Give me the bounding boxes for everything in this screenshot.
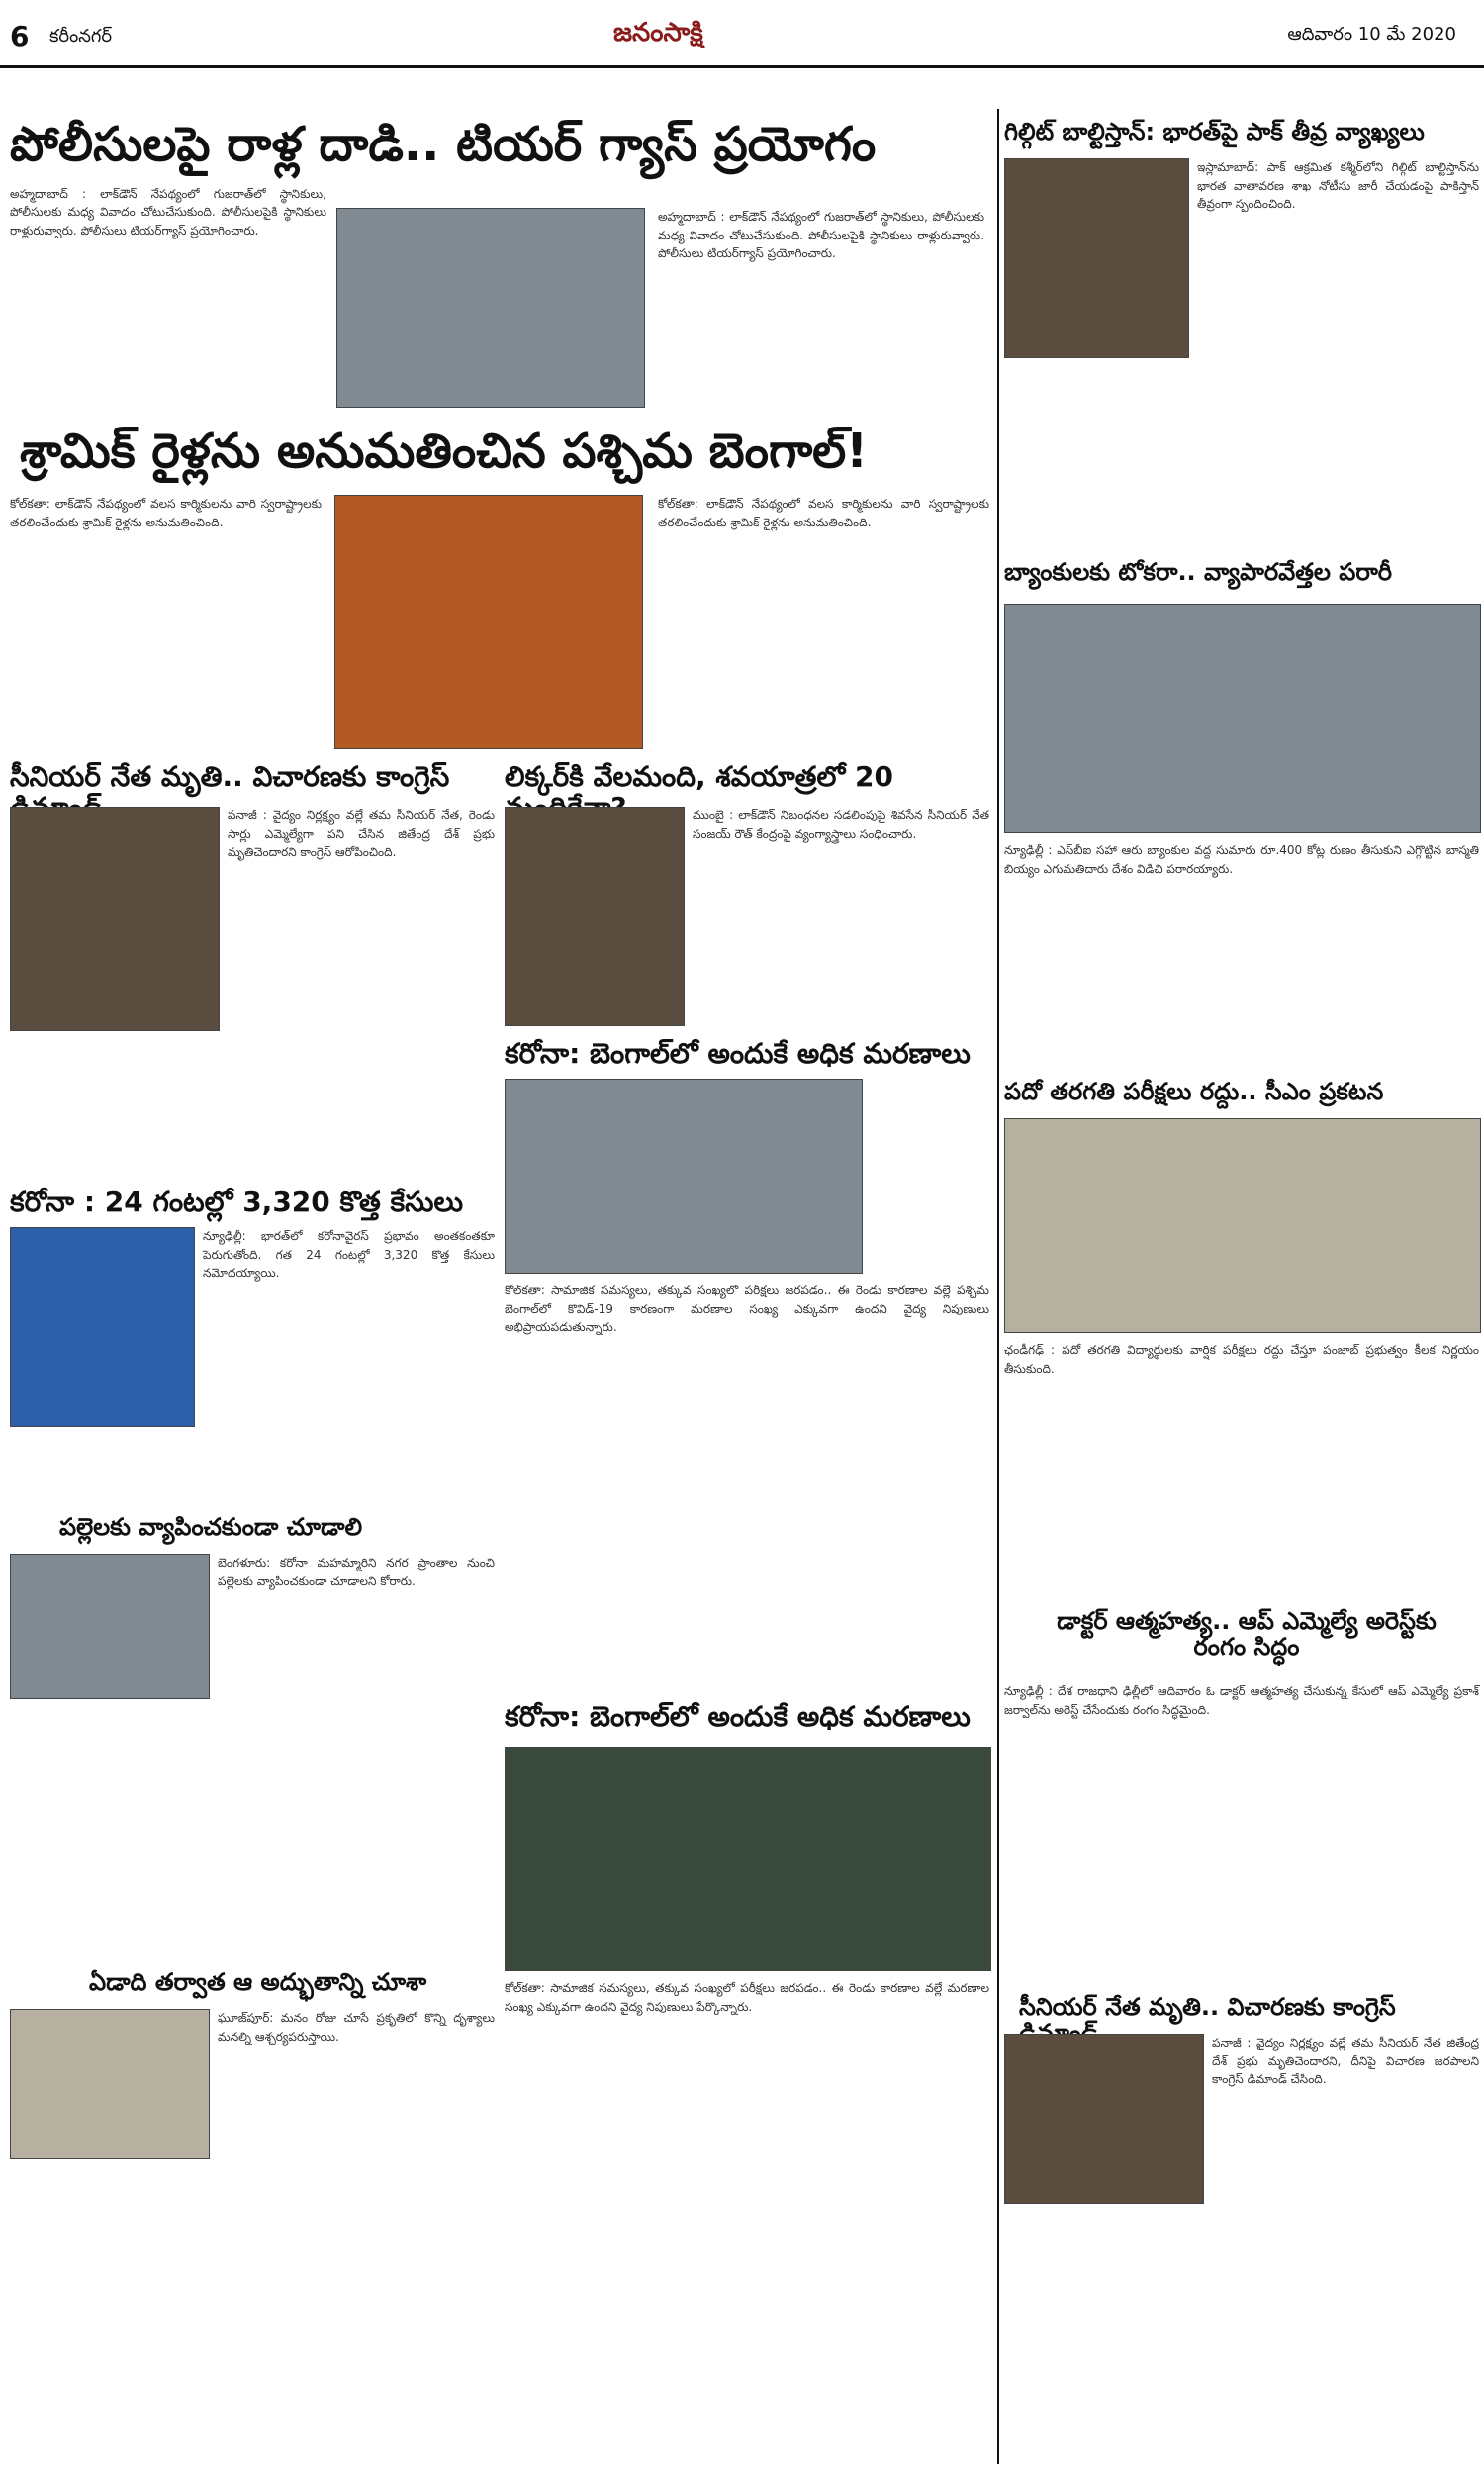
photo-liquor	[505, 807, 685, 1026]
masthead: జనంసాక్షి	[613, 18, 703, 48]
body-corona-24: న్యూఢిల్లీ: భారత్‌లో కరోనావైరస్ ప్రభావం అంతకంతకూ పెరుగుతోంది. గత 24 గంటల్లో 3,320 కొత్త కేసులు నమోదయ్యాయి.	[203, 1229, 495, 1281]
headline-exams: పదో తరగతి పరీక్షలు రద్దు.. సీఎం ప్రకటన	[1004, 1078, 1384, 1105]
section-name: కరీంనగర్	[49, 26, 112, 47]
photo-train	[334, 495, 643, 749]
photo-banks	[1004, 604, 1481, 833]
body-police: అహ్మదాబాద్ : లాక్‌డౌన్ నేపథ్యంలో గుజరాత్‌లో స్థానికులు, పోలీసులకు మధ్య వివాదం చోటుచేసుకుంది. పోలీసులపైకి స్థానికులు రాళ్లురువ్వారు. పోలీసులు టియర్‌గ్యాస్ ప్రయోగించారు.	[10, 186, 326, 238]
photo-villages	[10, 1554, 210, 1699]
body-banks: న్యూఢిల్లీ : ఎస్‌బీఐ సహా ఆరు బ్యాంకుల వద్ద సుమారు రూ.400 కోట్ల రుణం తీసుకుని ఎగ్గొట్టిన బాస్మతి బియ్యం ఎగుమతిదారు దేశం విడిచి పరారయ్యారు.	[1004, 843, 1479, 876]
body-doctor: న్యూఢిల్లీ : దేశ రాజధాని ఢిల్లీలో ఆదివారం ఓ డాక్టర్ ఆత్మహత్య చేసుకున్న కేసులో ఆప్ ఎమ్మెల్యే ప్రకాశ్ జర్వాల్‌ను అరెస్ట్ చేసేందుకు రంగం సిద్ధమైంది.	[1004, 1684, 1479, 1717]
headline-gilgit: గిల్గిట్ బాల్టిస్తాన్: భారత్‌పై పాక్ తీవ్ర వ్యాఖ్యలు	[1004, 118, 1425, 145]
headline-police: పోలీసులపై రాళ్ల దాడి.. టియర్ గ్యాస్ ప్రయోగం	[10, 117, 877, 172]
page-number: 6	[10, 20, 30, 52]
body-police-2: అహ్మదాబాద్ : లాక్‌డౌన్ నేపథ్యంలో గుజరాత్‌లో స్థానికులు, పోలీసులకు మధ్య వివాదం చోటుచేసుకుంది. పోలీసులపైకి స్థానికులు రాళ్లురువ్వారు. పోలీసులు టియర్‌గ్యాస్ ప్రయోగించారు.	[658, 210, 984, 261]
body-senior-2: పనాజీ : వైద్యం నిర్లక్ష్యం వల్లే తమ సీనియర్ నేత జితేంద్ర దేశ్ ప్రభు మృతిచెందారని, దీనిపై విచారణ జరపాలని కాంగ్రెస్ డిమాండ్ చేసింది.	[1212, 2036, 1479, 2087]
body-villages: బెంగళూరు: కరోనా మహమ్మారిని నగర ప్రాంతాల నుంచి పల్లెలకు వ్యాపించకుండా చూడాలని కోరారు.	[218, 1556, 495, 1588]
headline-doctor: డాక్టర్ ఆత్మహత్య.. ఆప్ ఎమ్మెల్యే అరెస్ట్‌కు రంగం సిద్ధం	[1057, 1607, 1437, 1662]
headline-corona-24: కరోనా : 24 గంటల్లో 3,320 కొత్త కేసులు	[10, 1186, 464, 1218]
photo-gilgit	[1004, 158, 1189, 358]
headline-liquor: లిక్కర్‌కి వేలమంది, శవయాత్రలో 20	[505, 760, 893, 793]
body-trains-2: కోల్‌కతా: లాక్‌డౌన్ నేపథ్యంలో వలస కార్మికులను వారి స్వరాష్ట్రాలకు తరలించేందుకు శ్రామిక్ రైళ్లను అనుమతించింది.	[658, 497, 989, 529]
headline-villages: పల్లెలకు వ్యాపించకుండా చూడాలి	[59, 1513, 363, 1541]
photo-senior-2	[1004, 2034, 1204, 2204]
body-senior-1: పనాజీ : వైద్యం నిర్లక్ష్యం వల్లే తమ సీనియర్ నేత, రెండు సార్లు ఎమ్మెల్యేగా పని చేసిన జితేంద్ర దేశ్ ప్రభు మృతిచెందారని కాంగ్రెస్ ఆరోపించింది.	[228, 809, 495, 860]
photo-exams	[1004, 1118, 1481, 1333]
body-bengal-1: కోల్‌కతా: సామాజిక సమస్యలు, తక్కువ సంఖ్యలో పరీక్షలు జరపడం.. ఈ రెండు కారణాల వల్లే పశ్చిమ బెంగాల్‌లో కొవిడ్-19 కారణంగా మరణాల సంఖ్య ఎక్కువగా ఉందని వైద్య నిపుణులు అభిప్రాయపడుతున్నారు.	[505, 1284, 989, 1335]
header-rule	[0, 65, 1484, 68]
photo-senior-1	[10, 807, 220, 1031]
body-gilgit: ఇస్లామాబాద్: పాక్ ఆక్రమిత కశ్మీర్‌లోని గిల్గిట్ బాల్టిస్తాన్‌ను భారత వాతావరణ శాఖ నోటీసు జారీ చేయడంపై పాకిస్తాన్ తీవ్రంగా స్పందించింది.	[1197, 160, 1479, 212]
photo-wonder	[10, 2009, 210, 2159]
issue-date: ఆదివారం 10 మే 2020	[1287, 24, 1456, 45]
headline-trains: శ్రామిక్ రైళ్లను అనుమతించిన పశ్చిమ బెంగాల్!	[20, 424, 869, 479]
headline-senior-1: సీనియర్ నేత మృతి.. విచారణకు కాంగ్రెస్	[10, 760, 450, 793]
body-wonder: ఘూజ్‌పూర్: మనం రోజు చూసే ప్రకృతిలో కొన్ని దృశ్యాలు మనల్ని ఆశ్చర్యపరుస్తాయి.	[218, 2011, 495, 2044]
headline-bengal-1: కరోనా: బెంగాల్‌లో అందుకే అధిక మరణాలు	[505, 1037, 971, 1070]
body-trains: కోల్‌కతా: లాక్‌డౌన్ నేపథ్యంలో వలస కార్మికులను వారి స్వరాష్ట్రాలకు తరలించేందుకు శ్రామిక్ రైళ్లను అనుమతించింది.	[10, 497, 322, 529]
photo-bengal-2	[505, 1747, 991, 1971]
body-bengal-2: కోల్‌కతా: సామాజిక సమస్యలు, తక్కువ సంఖ్యలో పరీక్షలు జరపడం.. ఈ రెండు కారణాల వల్లే మరణాల సంఖ్య ఎక్కువగా ఉందని వైద్య నిపుణులు పేర్కొన్నారు.	[505, 1981, 989, 2014]
body-exams: ఛండీగఢ్ : పదో తరగతి విద్యార్థులకు వార్షిక పరీక్షలు రద్దు చేస్తూ పంజాబ్ ప్రభుత్వం కీలక నిర్ణయం తీసుకుంది.	[1004, 1343, 1479, 1376]
photo-police	[336, 208, 645, 408]
page-header	[0, 0, 1484, 109]
photo-bengal-1	[505, 1079, 863, 1274]
body-liquor: ముంబై : లాక్‌డౌన్ నిబంధనల సడలింపుపై శివసేన సీనియర్ నేత సంజయ్ రౌత్ కేంద్రంపై వ్యంగ్యాస్త్రాలు సంధించారు.	[693, 809, 989, 841]
headline-senior-2: సీనియర్ నేత మృతి.. విచారణకు కాంగ్రెస్	[1019, 1993, 1396, 2021]
headline-wonder: ఏడాది తర్వాత ఆ అద్భుతాన్ని చూశా	[89, 1968, 427, 1996]
map-india	[10, 1227, 195, 1427]
headline-bengal-2: కరోనా: బెంగాల్‌లో అందుకే అధిక మరణాలు	[505, 1700, 971, 1733]
headline-banks: బ్యాంకులకు టోకరా.. వ్యాపారవేత్తల పరారీ	[1004, 558, 1393, 586]
column-separator	[997, 109, 999, 2464]
